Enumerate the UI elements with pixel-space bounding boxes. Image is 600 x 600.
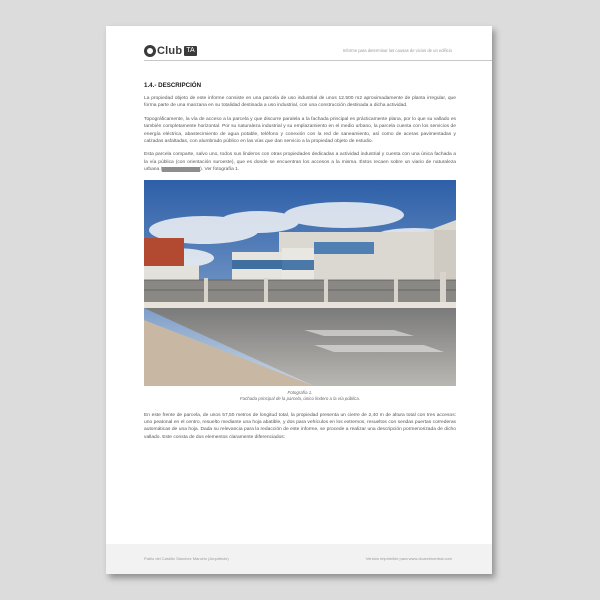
page-header (106, 26, 492, 86)
caption-line-1: Fotografía 1. (287, 389, 313, 395)
paragraph-2: Topográficamente, la vía de acceso a la parcela y que discurre paralela a la fachada principal es prácticamente plana, por lo que su vallado es también completamente horizontal. Por su naturaleza industrial y su emplazamiento en el medio urbano, la parcela cuenta con los servicios de energía eléctrica, abastecimiento de agua potable, teléfono y conexión con la red de saneamiento, así como de aceras pavimentadas y calzadas asfaltadas, con alumbrado público en las vías que dan servicio a la propiedad objeto de estudio. (144, 116, 456, 145)
document-page (106, 26, 492, 574)
club-logo (144, 44, 197, 58)
paragraph-3 (144, 151, 456, 173)
page-footer (106, 544, 492, 574)
photo-industrial-facade (144, 180, 456, 386)
photo-caption (144, 390, 456, 402)
paragraph-4: En este frente de parcela, de unos 57,50 metros de longitud total, la propiedad presenta un cierre de 2,40 m de altura total con tres accesos: uno peatonal en el centro, resuelto mediante una hoja abatible, y dos para vehículos en los extremos, resueltos con sendas puertas correderas automáticas de una hoja. Dada su relevancia para la redacción de este informe, se procede a realizar una descripción pormenorizada de dicho vallado. Este consta de dos elementos claramente diferenciados: (144, 412, 456, 440)
caption-line-2: Fachada principal de la parcela, único lindero a la vía pública. (239, 395, 361, 401)
footer-site: Versión imprimible para www.ctcarrelcentral.com (365, 556, 452, 561)
photo-illustration (144, 180, 456, 386)
red-building (144, 238, 184, 268)
header-divider (144, 60, 492, 61)
header-subtitle: Informe para determinar las causas de vicios de un edificio (342, 48, 452, 53)
sidewalk (144, 302, 456, 308)
fence-base (144, 280, 456, 302)
logo-text: Club (157, 45, 183, 57)
paragraph-3-text-a: Esta parcela comparte, salvo uno, todos sus linderos con otras propiedades dedicadas a actividad industrial y cuenta con una única fachada a la vía pública (con orientación suroeste), que es donde se encuentran los accesos a la misma. Éstos recaen sobre un viario de naturaleza urbana ( (144, 152, 456, 173)
section-title: 1.4.- DESCRIPCIÓN (144, 82, 202, 89)
page-content (144, 82, 456, 447)
logo-mark-icon (144, 45, 156, 57)
office-glass (232, 260, 282, 269)
paragraph-1: La propiedad objeto de este informe consiste en una parcela de uso industrial de unos 12.500 m2 aproximadamente de planta irregular, que forma parte de una manzana en su totalidad destinada a uso industrial, con una construcción destinada a dicha actividad. (144, 96, 456, 109)
logo-badge: TA (186, 47, 195, 54)
glass-band-top (314, 242, 374, 254)
redacted-street-name: XXXXXXXXXXX (163, 167, 200, 173)
paragraph-3-text-b: ). Ver fotografía 1. (200, 167, 240, 173)
office-glass-2 (282, 260, 314, 270)
footer-author: Pablo del Castillo Sánchez Marcelo (Arquitecto) (144, 556, 229, 561)
